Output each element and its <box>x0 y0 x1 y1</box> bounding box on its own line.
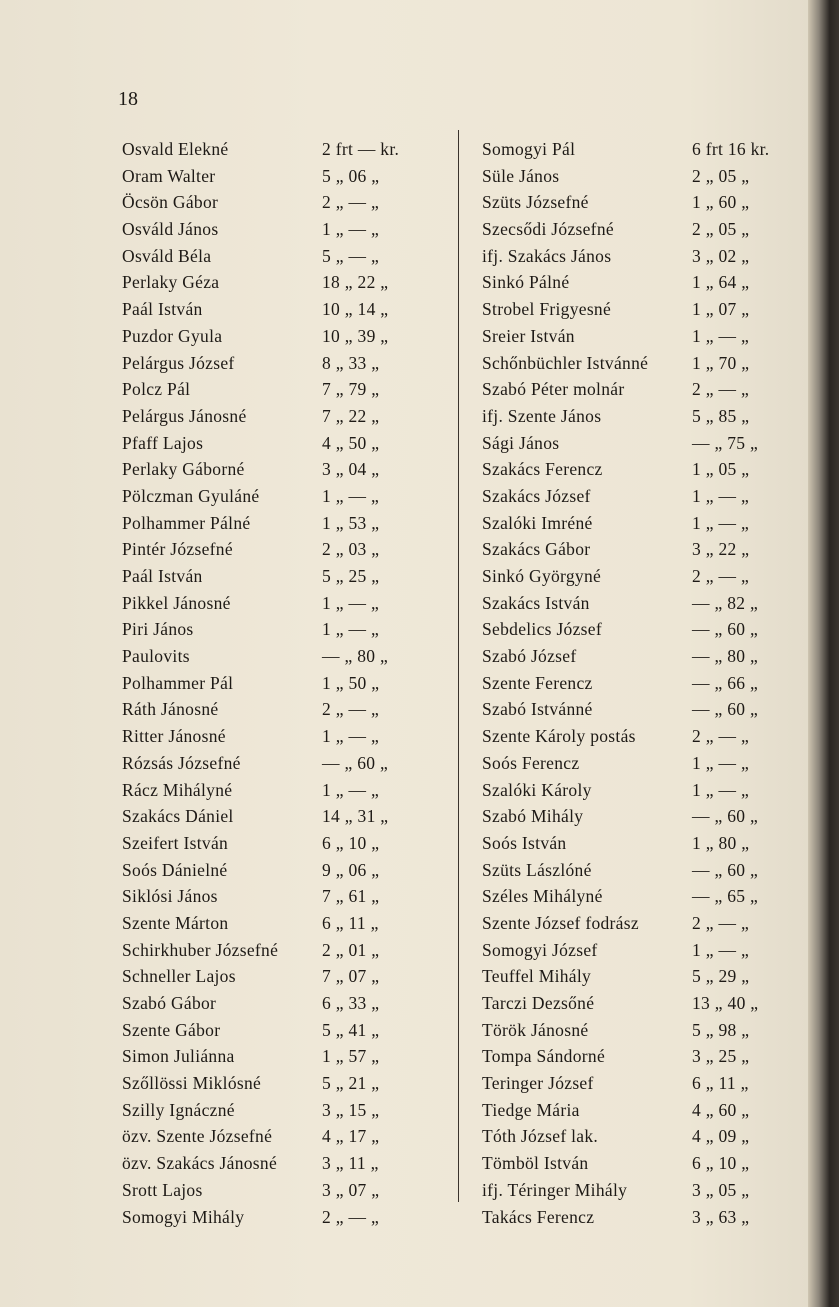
donation-amount: 1 „ — „ <box>322 592 380 613</box>
list-item <box>482 1123 802 1150</box>
donor-name: Szalóki Károly <box>482 779 592 800</box>
donor-name: Sreier István <box>482 325 575 346</box>
donor-name: özv. Szakács Jánosné <box>122 1153 278 1174</box>
donation-amount: 2 „ 05 „ <box>692 165 750 186</box>
donor-name: Simon Juliánna <box>122 1046 235 1067</box>
list-item <box>122 777 452 804</box>
donation-amount: 2 „ 01 „ <box>322 939 380 960</box>
donation-amount: 3 „ 07 „ <box>322 1179 380 1200</box>
donor-name: Szabó József <box>482 646 577 667</box>
list-item <box>482 1017 802 1044</box>
donation-amount: 3 „ 15 „ <box>322 1099 380 1120</box>
donor-name: Pfaff Lajos <box>122 432 204 453</box>
list-item <box>122 910 452 937</box>
donation-amount: 9 „ 06 „ <box>322 859 380 880</box>
donor-name: Szente Márton <box>122 912 229 933</box>
donation-amount: 3 „ 63 „ <box>692 1206 750 1227</box>
donation-amount: 7 „ 22 „ <box>322 405 380 426</box>
donation-amount: 5 „ 98 „ <box>692 1019 750 1040</box>
donation-amount: 3 „ 04 „ <box>322 459 380 480</box>
donor-name: Osvald Elekné <box>122 139 229 159</box>
list-item <box>122 670 452 697</box>
donor-name: Schirkhuber Józsefné <box>122 939 279 960</box>
donor-name: özv. Szente Józsefné <box>122 1126 273 1147</box>
donor-name: Tóth József lak. <box>482 1126 599 1147</box>
list-item <box>482 1043 802 1070</box>
list-item <box>482 296 802 323</box>
list-item <box>122 216 452 243</box>
donation-amount: 1 „ 50 „ <box>322 672 380 693</box>
list-item <box>482 216 802 243</box>
list-item <box>122 696 452 723</box>
list-item <box>482 937 802 964</box>
list-item <box>482 616 802 643</box>
list-item <box>482 189 802 216</box>
donation-amount: 2 „ — „ <box>322 699 380 720</box>
donation-amount: 6 frt 16 kr. <box>692 139 770 159</box>
donor-name: Rácz Mihályné <box>122 779 233 800</box>
list-item <box>122 1097 452 1124</box>
donation-amount: 13 „ 40 „ <box>692 993 759 1013</box>
left-column <box>122 136 452 1230</box>
donor-name: Szakács Ferencz <box>482 459 603 480</box>
donation-amount: 1 „ 07 „ <box>692 299 750 320</box>
donor-name: Szüts Lászlóné <box>482 859 592 880</box>
list-item <box>122 376 452 403</box>
list-item <box>122 830 452 857</box>
donation-amount: 2 „ 05 „ <box>692 219 750 240</box>
donation-amount: — „ 75 „ <box>692 432 759 453</box>
donor-name: Siklósi János <box>122 886 218 907</box>
donor-name: Perlaky Gáborné <box>122 459 245 480</box>
donation-amount: — „ 65 „ <box>692 886 759 907</box>
list-item <box>122 536 452 563</box>
list-item <box>122 883 452 910</box>
list-item <box>482 803 802 830</box>
donor-name: Teringer József <box>482 1073 594 1094</box>
donation-amount: 1 „ — „ <box>322 219 380 240</box>
donation-amount: 1 „ — „ <box>692 752 750 773</box>
donor-name: Schőnbüchler Istvánné <box>482 352 649 373</box>
list-item <box>482 136 802 163</box>
donation-amount: 1 „ — „ <box>692 485 750 506</box>
donor-name: Szalóki Imréné <box>482 512 593 533</box>
donor-name: Paál István <box>122 566 203 586</box>
donor-name: Szilly Ignáczné <box>122 1099 235 1120</box>
donor-name: Tarczi Dezsőné <box>482 993 595 1013</box>
donation-amount: 7 „ 07 „ <box>322 966 380 987</box>
donation-amount: 2 „ — „ <box>692 726 750 747</box>
donor-name: Szecsődi Józsefné <box>482 219 614 240</box>
donor-name: Takács Ferencz <box>482 1206 595 1227</box>
donor-name: Szakács Gábor <box>482 539 591 560</box>
donation-amount: 2 „ — „ <box>322 1206 380 1227</box>
donation-amount: 6 „ 33 „ <box>322 993 380 1013</box>
donor-name: Rózsás Józsefné <box>122 752 241 773</box>
donor-name: Öcsön Gábor <box>122 192 219 213</box>
list-item <box>122 563 452 590</box>
donor-name: ifj. Szente János <box>482 405 602 426</box>
donor-name: Szente József fodrász <box>482 912 639 933</box>
donor-name: Polhammer Pálné <box>122 512 251 533</box>
donor-name: Puzdor Gyula <box>122 325 223 346</box>
donor-name: Szabó Gábor <box>122 993 217 1013</box>
donor-name: Osváld János <box>122 219 219 240</box>
donor-name: Somogyi József <box>482 939 598 960</box>
list-item <box>482 323 802 350</box>
donor-name: Paulovits <box>122 646 190 667</box>
list-item <box>122 483 452 510</box>
page-number: 18 <box>118 88 138 110</box>
list-item <box>482 376 802 403</box>
list-item <box>482 563 802 590</box>
list-item <box>482 536 802 563</box>
donor-name: Pintér Józsefné <box>122 539 233 560</box>
list-item <box>122 510 452 537</box>
donation-amount: 3 „ 11 „ <box>322 1153 379 1174</box>
donor-name: Perlaky Géza <box>122 272 220 293</box>
donation-amount: 1 „ — „ <box>692 325 750 346</box>
donation-amount: 6 „ 10 „ <box>692 1153 750 1174</box>
list-item <box>482 590 802 617</box>
donation-amount: 2 „ — „ <box>692 566 750 586</box>
donor-name: Sinkó Györgyné <box>482 566 602 586</box>
list-item <box>122 243 452 270</box>
donor-name: Ráth Jánosné <box>122 699 219 720</box>
donor-name: Széles Mihályné <box>482 886 603 907</box>
donor-name: Süle János <box>482 165 560 186</box>
donor-name: Szabó Istvánné <box>482 699 593 720</box>
right-column <box>482 136 802 1230</box>
column-divider <box>458 130 459 1202</box>
donation-amount: 4 „ 60 „ <box>692 1099 750 1120</box>
list-item <box>122 430 452 457</box>
donation-amount: 1 „ — „ <box>322 779 380 800</box>
list-item <box>482 1204 802 1231</box>
donor-name: Soós Ferencz <box>482 752 580 773</box>
donation-amount: 1 „ 53 „ <box>322 512 380 533</box>
donation-amount: 4 „ 17 „ <box>322 1126 380 1147</box>
donation-amount: 1 „ 05 „ <box>692 459 750 480</box>
list-item <box>122 803 452 830</box>
donation-amount: 1 „ — „ <box>692 779 750 800</box>
donor-name: Tompa Sándorné <box>482 1046 606 1067</box>
list-item <box>482 403 802 430</box>
donation-amount: 4 „ 50 „ <box>322 432 380 453</box>
list-item <box>482 777 802 804</box>
donation-amount: 7 „ 79 „ <box>322 379 380 400</box>
list-item <box>482 483 802 510</box>
donation-amount: 3 „ 25 „ <box>692 1046 750 1067</box>
donation-amount: — „ 80 „ <box>322 646 389 667</box>
donation-amount: 5 „ 21 „ <box>322 1073 380 1094</box>
donation-amount: — „ 60 „ <box>692 619 759 640</box>
donor-name: Szakács Dániel <box>122 806 234 827</box>
list-item <box>122 1204 452 1231</box>
donation-amount: — „ 60 „ <box>692 806 759 827</box>
donor-name: Pelárgus Jánosné <box>122 405 247 426</box>
list-item <box>122 616 452 643</box>
donation-amount: 14 „ 31 „ <box>322 806 389 827</box>
list-item <box>482 1177 802 1204</box>
donor-name: Pölczman Gyuláné <box>122 485 260 506</box>
list-item <box>482 750 802 777</box>
donation-amount: 1 „ — „ <box>692 512 750 533</box>
list-item <box>482 269 802 296</box>
donor-name: Török Jánosné <box>482 1019 589 1040</box>
donation-amount: 5 „ 25 „ <box>322 566 380 586</box>
list-item <box>122 403 452 430</box>
list-item <box>482 830 802 857</box>
donation-amount: 3 „ 22 „ <box>692 539 750 560</box>
donation-amount: 1 „ 80 „ <box>692 832 750 853</box>
donation-amount: 2 „ — „ <box>692 912 750 933</box>
list-item <box>482 456 802 483</box>
donor-name: Szente Károly postás <box>482 726 636 747</box>
list-item <box>122 643 452 670</box>
list-item <box>122 937 452 964</box>
donor-name: Teuffel Mihály <box>482 966 592 987</box>
donation-amount: — „ 60 „ <box>322 752 389 773</box>
donor-name: Szakács József <box>482 485 591 506</box>
donation-amount: — „ 60 „ <box>692 699 759 720</box>
list-item <box>482 857 802 884</box>
donor-name: Szabó Péter molnár <box>482 379 625 400</box>
list-item <box>122 1177 452 1204</box>
list-item <box>122 323 452 350</box>
list-item <box>482 723 802 750</box>
list-item <box>482 243 802 270</box>
list-item <box>122 750 452 777</box>
list-item <box>482 963 802 990</box>
donor-name: Polhammer Pál <box>122 672 234 693</box>
list-item <box>482 883 802 910</box>
donation-amount: — „ 80 „ <box>692 646 759 667</box>
donation-amount: 2 frt — kr. <box>322 139 400 159</box>
donation-amount: 1 „ 60 „ <box>692 192 750 213</box>
donation-amount: 6 „ 10 „ <box>322 832 380 853</box>
list-item <box>122 189 452 216</box>
list-item <box>482 510 802 537</box>
donation-amount: 3 „ 02 „ <box>692 245 750 266</box>
donor-name: Soós István <box>482 832 567 853</box>
donor-name: ifj. Téringer Mihály <box>482 1179 628 1200</box>
donation-amount: 5 „ 06 „ <box>322 165 380 186</box>
donor-name: Szente Ferencz <box>482 672 593 693</box>
donor-name: Schneller Lajos <box>122 966 236 987</box>
list-item <box>122 163 452 190</box>
donor-name: Somogyi Mihály <box>122 1206 245 1227</box>
list-item <box>482 350 802 377</box>
donor-name: Szüts Józsefné <box>482 192 589 213</box>
donation-amount: 7 „ 61 „ <box>322 886 380 907</box>
list-item <box>122 1017 452 1044</box>
list-item <box>122 296 452 323</box>
donor-name: Tiedge Mária <box>482 1099 580 1120</box>
list-item <box>122 990 452 1017</box>
list-item <box>482 696 802 723</box>
donation-amount: 18 „ 22 „ <box>322 272 389 293</box>
donation-amount: 6 „ 11 „ <box>692 1073 749 1094</box>
list-item <box>122 350 452 377</box>
donation-amount: 1 „ 70 „ <box>692 352 750 373</box>
list-item <box>482 910 802 937</box>
donation-amount: — „ 82 „ <box>692 592 759 613</box>
donation-amount: 5 „ 29 „ <box>692 966 750 987</box>
donation-amount: 5 „ — „ <box>322 245 380 266</box>
list-item <box>482 990 802 1017</box>
donation-amount: 1 „ — „ <box>322 485 380 506</box>
donor-name: Polcz Pál <box>122 379 191 400</box>
list-item <box>122 136 452 163</box>
donor-name: Somogyi Pál <box>482 139 576 159</box>
donation-amount: 4 „ 09 „ <box>692 1126 750 1147</box>
list-item <box>122 456 452 483</box>
list-item <box>122 963 452 990</box>
donor-name: Tömböl István <box>482 1153 589 1174</box>
donation-amount: 1 „ — „ <box>322 726 380 747</box>
donor-name: Pelárgus József <box>122 352 235 373</box>
list-item <box>122 1123 452 1150</box>
list-item <box>122 590 452 617</box>
list-item <box>482 163 802 190</box>
donation-amount: 5 „ 41 „ <box>322 1019 380 1040</box>
list-item <box>482 1070 802 1097</box>
donor-name: Szente Gábor <box>122 1019 221 1040</box>
donation-amount: 1 „ 64 „ <box>692 272 750 293</box>
list-item <box>482 643 802 670</box>
donor-name: Oram Walter <box>122 165 216 186</box>
book-spine <box>808 0 839 1307</box>
list-item <box>122 723 452 750</box>
donation-amount: 1 „ 57 „ <box>322 1046 380 1067</box>
list-item <box>482 430 802 457</box>
donation-amount: 6 „ 11 „ <box>322 912 379 933</box>
donation-amount: 10 „ 39 „ <box>322 325 389 346</box>
donor-name: Ritter Jánosné <box>122 726 226 747</box>
donor-name: Szeifert István <box>122 832 229 853</box>
donor-name: Osváld Béla <box>122 245 212 266</box>
donor-name: Paál István <box>122 299 203 320</box>
donor-name: Szőllössi Miklósné <box>122 1073 262 1094</box>
donation-amount: — „ 66 „ <box>692 672 759 693</box>
donation-amount: 1 „ — „ <box>692 939 750 960</box>
donation-amount: — „ 60 „ <box>692 859 759 880</box>
donation-amount: 2 „ — „ <box>322 192 380 213</box>
donation-amount: 2 „ 03 „ <box>322 539 380 560</box>
donor-name: Pikkel Jánosné <box>122 592 231 613</box>
donor-name: Piri János <box>122 619 194 640</box>
list-item <box>122 1043 452 1070</box>
donor-name: Strobel Frigyesné <box>482 299 612 320</box>
list-item <box>482 670 802 697</box>
list-item <box>482 1150 802 1177</box>
donor-name: Soós Dánielné <box>122 859 228 880</box>
donor-name: Szakács István <box>482 592 590 613</box>
donation-amount: 2 „ — „ <box>692 379 750 400</box>
donor-name: Sinkó Pálné <box>482 272 570 293</box>
donation-amount: 5 „ 85 „ <box>692 405 750 426</box>
donation-amount: 1 „ — „ <box>322 619 380 640</box>
donation-amount: 10 „ 14 „ <box>322 299 389 320</box>
list-item <box>122 857 452 884</box>
list-item <box>122 1150 452 1177</box>
donor-name: Szabó Mihály <box>482 806 584 827</box>
donor-name: Sági János <box>482 432 560 453</box>
donation-amount: 3 „ 05 „ <box>692 1179 750 1200</box>
donation-amount: 8 „ 33 „ <box>322 352 380 373</box>
list-item <box>122 269 452 296</box>
donor-name: Sebdelics József <box>482 619 602 640</box>
donor-name: ifj. Szakács János <box>482 245 612 266</box>
donor-name: Srott Lajos <box>122 1179 203 1200</box>
list-item <box>482 1097 802 1124</box>
list-item <box>122 1070 452 1097</box>
